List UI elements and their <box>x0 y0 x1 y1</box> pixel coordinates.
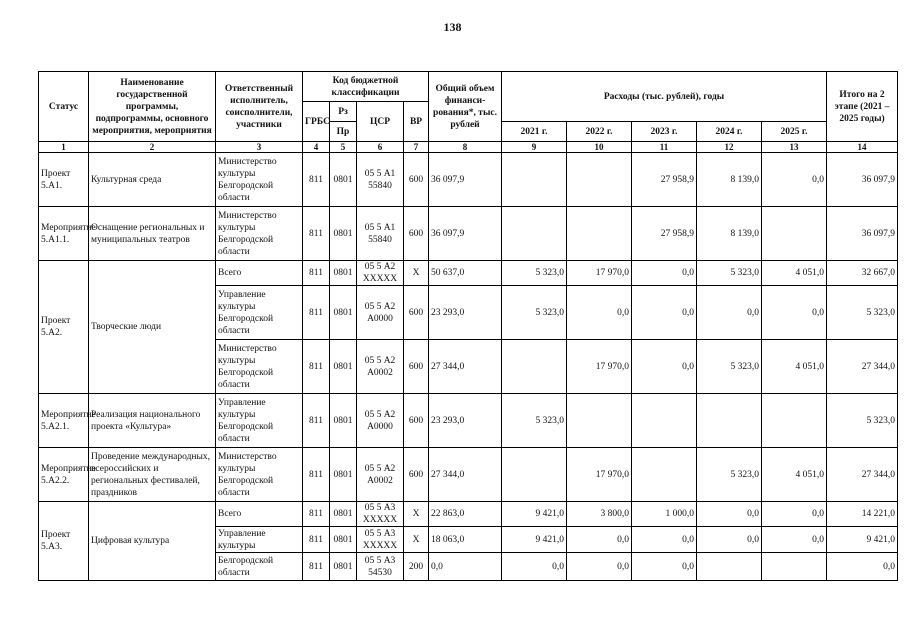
column-number: 8 <box>429 142 502 153</box>
total-volume-cell: 50 637,0 <box>429 261 502 286</box>
header-year-2022: 2022 г. <box>567 122 632 142</box>
year-2024-cell <box>697 553 762 581</box>
year-2023-cell <box>632 448 697 502</box>
year-2024-cell: 0,0 <box>697 502 762 527</box>
year-2024-cell: 8 139,0 <box>697 207 762 261</box>
table-row <box>39 261 898 286</box>
year-2022-cell <box>567 394 632 448</box>
vr-cell: 600 <box>404 153 429 207</box>
year-2024-cell <box>697 394 762 448</box>
stage-total-cell: 14 221,0 <box>827 502 898 527</box>
page-number: 138 <box>443 20 462 34</box>
header-expenses: Расходы (тыс. рублей), годы <box>502 72 827 122</box>
stage-total-cell: 36 097,9 <box>827 153 898 207</box>
grbs-cell: 811 <box>303 207 330 261</box>
stage-total-cell: 0,0 <box>827 553 898 581</box>
year-2025-cell: 4 051,0 <box>762 340 827 394</box>
year-2022-cell: 17 970,0 <box>567 261 632 286</box>
responsible-cell: Управление культуры <box>216 527 303 553</box>
table-row <box>39 153 898 207</box>
header-year-2025: 2025 г. <box>762 122 827 142</box>
row-status: Мероприятие 5.А1.1. <box>39 207 89 261</box>
table-row <box>39 207 898 261</box>
header-grbs: ГРБС <box>303 102 330 142</box>
budget-table <box>38 71 898 581</box>
year-2022-cell <box>567 153 632 207</box>
grbs-cell: 811 <box>303 340 330 394</box>
rzpr-cell: 0801 <box>330 153 357 207</box>
year-2021-cell <box>502 448 567 502</box>
header-year-2021: 2021 г. <box>502 122 567 142</box>
total-volume-cell: 27 344,0 <box>429 448 502 502</box>
stage-total-cell: 36 097,9 <box>827 207 898 261</box>
year-2021-cell <box>502 153 567 207</box>
header-total-volume: Общий объем финанси- рования*, тыс. рублей <box>429 72 502 142</box>
csr-cell: 05 5 А2 XXXXX <box>357 261 404 286</box>
total-volume-cell: 0,0 <box>429 553 502 581</box>
stage-total-cell: 5 323,0 <box>827 286 898 340</box>
vr-cell: 600 <box>404 340 429 394</box>
header-csr: ЦСР <box>357 102 404 142</box>
year-2022-cell: 0,0 <box>567 553 632 581</box>
csr-cell: 05 5 А1 55840 <box>357 153 404 207</box>
year-2025-cell <box>762 207 827 261</box>
vr-cell: 200 <box>404 553 429 581</box>
column-number: 6 <box>357 142 404 153</box>
csr-cell: 05 5 А2 А0002 <box>357 448 404 502</box>
responsible-cell: Министерство культуры Белгородской области <box>216 340 303 394</box>
rzpr-cell: 0801 <box>330 261 357 286</box>
responsible-cell: Управление культуры Белгородской области <box>216 394 303 448</box>
grbs-cell: 811 <box>303 502 330 527</box>
row-status: Проект 5.А1. <box>39 153 89 207</box>
header-year-2024: 2024 г. <box>697 122 762 142</box>
rzpr-cell: 0801 <box>330 207 357 261</box>
column-number-row <box>39 142 898 153</box>
year-2023-cell: 0,0 <box>632 553 697 581</box>
row-name: Творческие люди <box>89 261 216 394</box>
rzpr-cell: 0801 <box>330 286 357 340</box>
header-stage-total: Итого на 2 этапе (2021 – 2025 годы) <box>827 72 898 142</box>
row-name: Проведение международных, всероссийских и региональных фестивалей, праздников <box>89 448 216 502</box>
row-status: Мероприятие 5.А2.2. <box>39 448 89 502</box>
column-number: 4 <box>303 142 330 153</box>
rzpr-cell: 0801 <box>330 394 357 448</box>
year-2023-cell <box>632 394 697 448</box>
stage-total-cell: 27 344,0 <box>827 448 898 502</box>
responsible-cell: Белгородской области <box>216 553 303 581</box>
csr-cell: 05 5 А2 А0000 <box>357 286 404 340</box>
vr-cell: X <box>404 527 429 553</box>
year-2023-cell: 27 958,9 <box>632 153 697 207</box>
header-vr: ВР <box>404 102 429 142</box>
vr-cell: 600 <box>404 394 429 448</box>
vr-cell: 600 <box>404 207 429 261</box>
column-number: 7 <box>404 142 429 153</box>
year-2025-cell <box>762 553 827 581</box>
row-status: Проект 5.А3. <box>39 502 89 581</box>
total-volume-cell: 36 097,9 <box>429 207 502 261</box>
year-2022-cell: 0,0 <box>567 527 632 553</box>
year-2023-cell: 0,0 <box>632 286 697 340</box>
csr-cell: 05 5 А2 А0000 <box>357 394 404 448</box>
column-number: 2 <box>89 142 216 153</box>
total-volume-cell: 18 063,0 <box>429 527 502 553</box>
table-row <box>39 502 898 527</box>
year-2025-cell <box>762 394 827 448</box>
year-2021-cell: 5 323,0 <box>502 261 567 286</box>
year-2023-cell: 0,0 <box>632 527 697 553</box>
csr-cell: 05 5 А3 XXXXX <box>357 502 404 527</box>
column-number: 12 <box>697 142 762 153</box>
year-2024-cell: 0,0 <box>697 286 762 340</box>
year-2021-cell: 5 323,0 <box>502 286 567 340</box>
row-name: Цифровая культура <box>89 502 216 581</box>
year-2025-cell: 4 051,0 <box>762 261 827 286</box>
total-volume-cell: 27 344,0 <box>429 340 502 394</box>
grbs-cell: 811 <box>303 527 330 553</box>
row-name: Оснащение региональных и муниципальных театров <box>89 207 216 261</box>
rzpr-cell: 0801 <box>330 448 357 502</box>
stage-total-cell: 5 323,0 <box>827 394 898 448</box>
row-status: Проект 5.А2. <box>39 261 89 394</box>
column-number: 10 <box>567 142 632 153</box>
grbs-cell: 811 <box>303 261 330 286</box>
year-2025-cell: 0,0 <box>762 527 827 553</box>
year-2022-cell: 0,0 <box>567 286 632 340</box>
rzpr-cell: 0801 <box>330 502 357 527</box>
vr-cell: X <box>404 502 429 527</box>
stage-total-cell: 27 344,0 <box>827 340 898 394</box>
csr-cell: 05 5 А3 54530 <box>357 553 404 581</box>
row-name: Реализация национального проекта «Культура» <box>89 394 216 448</box>
header-status: Статус <box>39 72 89 142</box>
rzpr-cell: 0801 <box>330 527 357 553</box>
year-2025-cell: 0,0 <box>762 502 827 527</box>
year-2021-cell: 9 421,0 <box>502 527 567 553</box>
stage-total-cell: 32 667,0 <box>827 261 898 286</box>
column-number: 5 <box>330 142 357 153</box>
year-2023-cell: 1 000,0 <box>632 502 697 527</box>
grbs-cell: 811 <box>303 286 330 340</box>
year-2023-cell: 0,0 <box>632 340 697 394</box>
rzpr-cell: 0801 <box>330 553 357 581</box>
csr-cell: 05 5 А1 55840 <box>357 207 404 261</box>
grbs-cell: 811 <box>303 394 330 448</box>
rzpr-cell: 0801 <box>330 340 357 394</box>
total-volume-cell: 36 097,9 <box>429 153 502 207</box>
column-number: 11 <box>632 142 697 153</box>
year-2023-cell: 27 958,9 <box>632 207 697 261</box>
responsible-cell: Управление культуры Белгородской области <box>216 286 303 340</box>
year-2024-cell: 8 139,0 <box>697 153 762 207</box>
total-volume-cell: 23 293,0 <box>429 286 502 340</box>
year-2024-cell: 5 323,0 <box>697 261 762 286</box>
row-status: Мероприятие 5.А2.1. <box>39 394 89 448</box>
header-year-2023: 2023 г. <box>632 122 697 142</box>
header-name: Наименование государственной программы, подпрограммы, основного мероприятия, мероприятия <box>89 72 216 142</box>
responsible-cell: Министерство культуры Белгородской области <box>216 448 303 502</box>
grbs-cell: 811 <box>303 153 330 207</box>
csr-cell: 05 5 А3 XXXXX <box>357 527 404 553</box>
year-2025-cell: 0,0 <box>762 153 827 207</box>
column-number: 14 <box>827 142 898 153</box>
year-2024-cell: 5 323,0 <box>697 448 762 502</box>
year-2024-cell: 0,0 <box>697 527 762 553</box>
total-volume-cell: 23 293,0 <box>429 394 502 448</box>
header-rz: Рз <box>330 102 357 122</box>
year-2021-cell: 0,0 <box>502 553 567 581</box>
header-pr: Пр <box>330 122 357 142</box>
year-2022-cell: 17 970,0 <box>567 340 632 394</box>
year-2021-cell <box>502 340 567 394</box>
vr-cell: X <box>404 261 429 286</box>
column-number: 9 <box>502 142 567 153</box>
vr-cell: 600 <box>404 286 429 340</box>
table-row <box>39 394 898 448</box>
stage-total-cell: 9 421,0 <box>827 527 898 553</box>
row-name: Культурная среда <box>89 153 216 207</box>
responsible-cell: Всего <box>216 502 303 527</box>
column-number: 3 <box>216 142 303 153</box>
header-budget-code: Код бюджетной классификации <box>303 72 429 102</box>
year-2024-cell: 5 323,0 <box>697 340 762 394</box>
year-2023-cell: 0,0 <box>632 261 697 286</box>
header-responsible: Ответственный исполнитель, соисполнители, участники <box>216 72 303 142</box>
year-2022-cell <box>567 207 632 261</box>
year-2025-cell: 4 051,0 <box>762 448 827 502</box>
grbs-cell: 811 <box>303 553 330 581</box>
year-2021-cell: 5 323,0 <box>502 394 567 448</box>
column-number: 13 <box>762 142 827 153</box>
year-2021-cell <box>502 207 567 261</box>
responsible-cell: Министерство культуры Белгородской области <box>216 207 303 261</box>
responsible-cell: Министерство культуры Белгородской области <box>216 153 303 207</box>
responsible-cell: Всего <box>216 261 303 286</box>
total-volume-cell: 22 863,0 <box>429 502 502 527</box>
csr-cell: 05 5 А2 А0002 <box>357 340 404 394</box>
column-number: 1 <box>39 142 89 153</box>
year-2022-cell: 3 800,0 <box>567 502 632 527</box>
year-2025-cell: 0,0 <box>762 286 827 340</box>
year-2022-cell: 17 970,0 <box>567 448 632 502</box>
vr-cell: 600 <box>404 448 429 502</box>
grbs-cell: 811 <box>303 448 330 502</box>
year-2021-cell: 9 421,0 <box>502 502 567 527</box>
table-row <box>39 448 898 502</box>
